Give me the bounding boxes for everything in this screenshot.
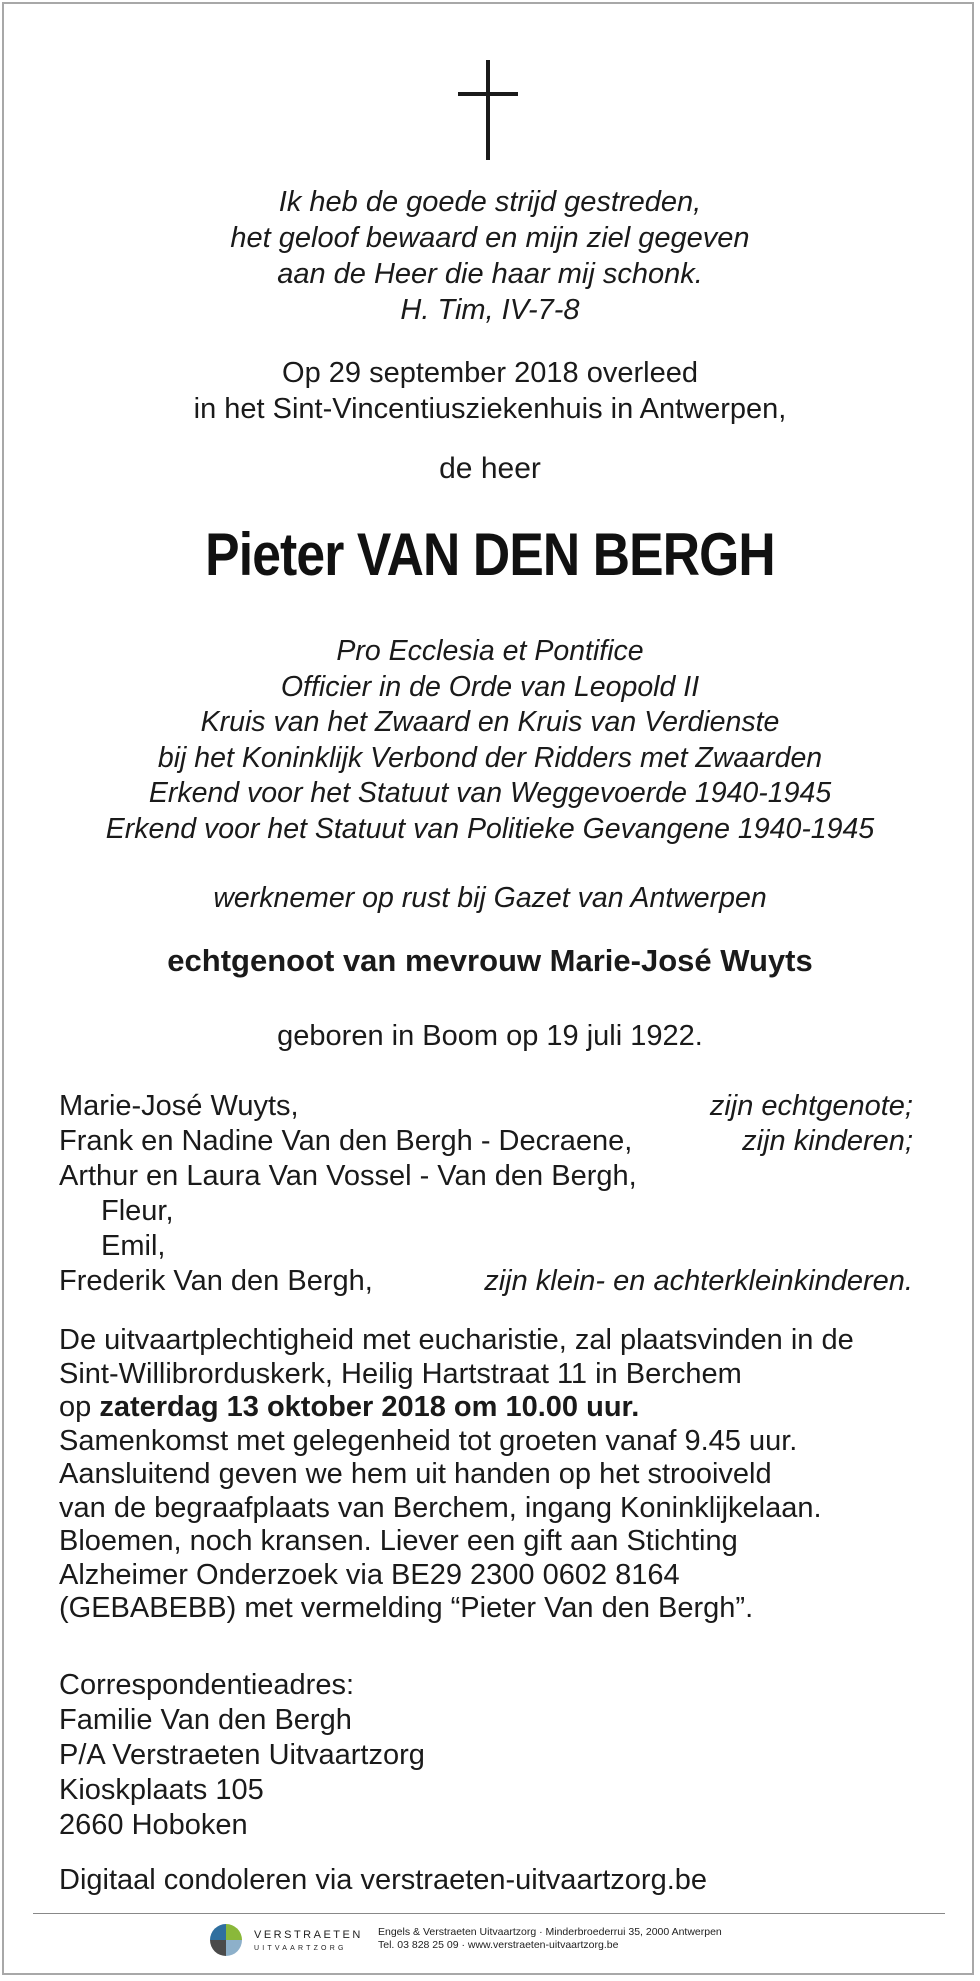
funeral-date: zaterdag 13 oktober 2018 om 10.00 uur. bbox=[99, 1391, 640, 1423]
family-row bbox=[59, 1264, 913, 1299]
family-name: Frederik Van den Bergh, bbox=[59, 1265, 373, 1297]
family-row bbox=[59, 1194, 913, 1229]
death-line: in het Sint-Vincentiusziekenhuis in Antwerpen, bbox=[193, 393, 787, 425]
cross-icon bbox=[458, 60, 518, 160]
death-notice bbox=[0, 355, 980, 427]
spouse-line: echtgenoot van mevrouw Marie-José Wuyts bbox=[167, 943, 813, 978]
title-line: Erkend voor het Statuut van Weggevoerde 1940-1945 bbox=[148, 777, 832, 809]
title-line: Pro Ecclesia et Pontifice bbox=[336, 635, 644, 667]
funeral-date-prefix: op bbox=[59, 1391, 100, 1423]
footer-address bbox=[378, 1926, 722, 1952]
address-line: Kioskplaats 105 bbox=[59, 1774, 264, 1806]
logo-segment bbox=[210, 1940, 226, 1956]
address-line: 2660 Hoboken bbox=[59, 1809, 248, 1841]
honorific: de heer bbox=[439, 452, 541, 485]
birth-line: geboren in Boom op 19 juli 1922. bbox=[277, 1020, 703, 1052]
funeral-line: Sint-Willibrorduskerk, Heilig Hartstraat 11 in Berchem bbox=[59, 1357, 742, 1390]
correspondence-address bbox=[59, 1668, 939, 1843]
family-row bbox=[59, 1124, 913, 1159]
family-name: Frank en Nadine Van den Bergh - Decraene, bbox=[59, 1125, 633, 1157]
funeral-line: (GEBABEBB) met vermelding “Pieter Van den Bergh”. bbox=[59, 1592, 754, 1624]
family-relation: zijn klein- en achterkleinkinderen. bbox=[484, 1265, 913, 1297]
funeral-line: Aansluitend geven we hem uit handen op het strooiveld bbox=[59, 1458, 772, 1490]
funeral-date-line bbox=[59, 1391, 939, 1425]
footer-divider bbox=[33, 1913, 945, 1914]
family-name: Emil, bbox=[101, 1230, 166, 1262]
funeral-line: De uitvaartplechtigheid met eucharistie, zal plaatsvinden in de bbox=[59, 1324, 854, 1356]
family-row bbox=[59, 1229, 913, 1264]
family-name: Fleur, bbox=[101, 1195, 174, 1227]
verse-line: Ik heb de goede strijd gestreden, bbox=[278, 186, 702, 218]
title-line: Officier in de Orde van Leopold II bbox=[280, 670, 700, 703]
funeral-details bbox=[59, 1324, 939, 1626]
address-line: Familie Van den Bergh bbox=[59, 1704, 352, 1736]
footer-address-line: Tel. 03 828 25 09 · www.verstraeten-uitvaartzorg.be bbox=[378, 1939, 619, 1951]
address-line: P/A Verstraeten Uitvaartzorg bbox=[59, 1739, 425, 1771]
family-list bbox=[59, 1089, 913, 1299]
title-line: bij het Koninklijk Verbond der Ridders met Zwaarden bbox=[157, 741, 823, 774]
address-line: Correspondentieadres: bbox=[59, 1669, 355, 1701]
death-line: Op 29 september 2018 overleed bbox=[282, 357, 698, 389]
verstraeten-logo-icon bbox=[208, 1922, 244, 1958]
brand-title: VERSTRAETEN bbox=[254, 1929, 363, 1941]
family-row bbox=[59, 1159, 913, 1194]
digital-condolence: Digitaal condoleren via verstraeten-uitvaartzorg.be bbox=[59, 1864, 708, 1896]
occupation: werknemer op rust bij Gazet van Antwerpen bbox=[213, 882, 767, 914]
verse-line: het geloof bewaard en mijn ziel gegeven bbox=[230, 222, 750, 254]
brand-subtitle: UITVAARTZORG bbox=[254, 1945, 347, 1952]
verse-reference: H. Tim, IV-7-8 bbox=[400, 294, 580, 326]
funeral-line: van de begraafplaats van Berchem, ingang Koninklijkelaan. bbox=[59, 1491, 822, 1524]
footer-address-line: Engels & Verstraeten Uitvaartzorg · Minderbroederrui 35, 2000 Antwerpen bbox=[378, 1926, 722, 1938]
logo-segment bbox=[226, 1924, 242, 1940]
bible-verse bbox=[0, 184, 980, 328]
family-relation: zijn kinderen; bbox=[742, 1125, 913, 1157]
funeral-line: Samenkomst met gelegenheid tot groeten vanaf 9.45 uur. bbox=[59, 1424, 798, 1457]
brand-name bbox=[254, 1929, 363, 1955]
family-name: Arthur en Laura Van Vossel - Van den Bergh, bbox=[59, 1160, 637, 1192]
title-line: Kruis van het Zwaard en Kruis van Verdienste bbox=[200, 706, 780, 738]
title-line: Erkend voor het Statuut van Politieke Gevangene 1940-1945 bbox=[105, 812, 875, 845]
family-name: Marie-José Wuyts, bbox=[59, 1090, 299, 1122]
logo-segment bbox=[226, 1940, 242, 1956]
honorary-titles bbox=[0, 634, 980, 847]
family-relation: zijn echtgenote; bbox=[709, 1090, 913, 1122]
verse-line: aan de Heer die haar mij schonk. bbox=[277, 258, 703, 290]
funeral-line: Bloemen, noch kransen. Liever een gift aan Stichting bbox=[59, 1525, 738, 1557]
funeral-line: Alzheimer Onderzoek via BE29 2300 0602 8164 bbox=[59, 1558, 680, 1591]
logo-segment bbox=[210, 1924, 226, 1940]
deceased-name: Pieter VAN DEN BERGH bbox=[205, 521, 775, 588]
family-row bbox=[59, 1089, 913, 1124]
